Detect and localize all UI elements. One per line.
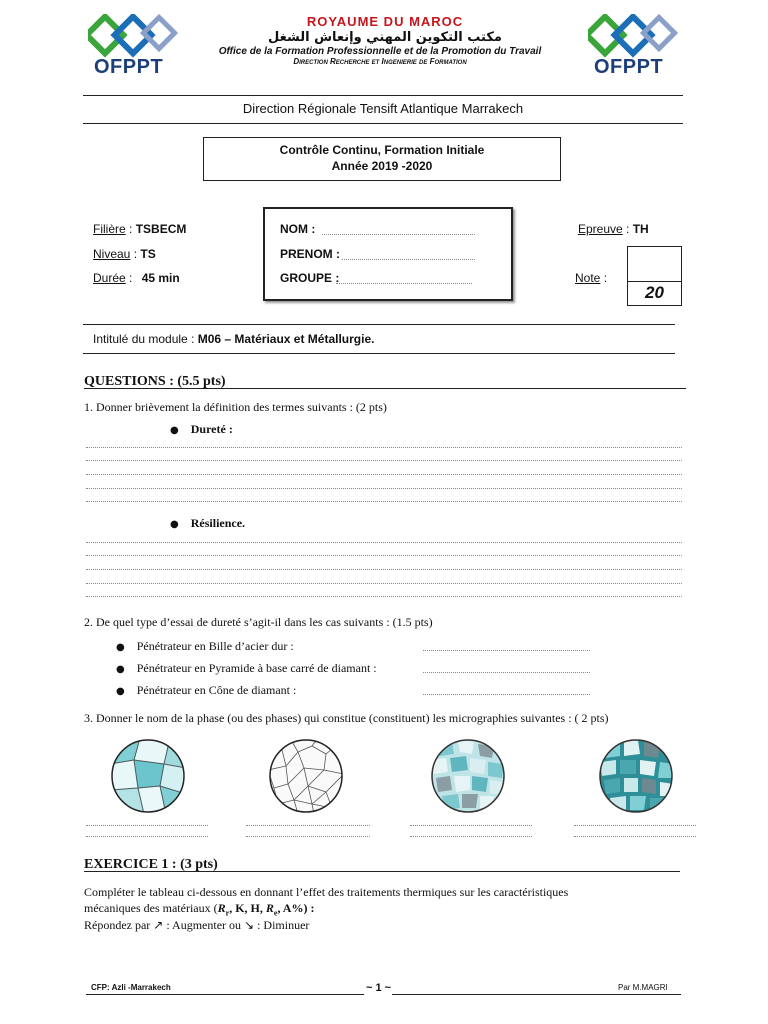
resilience-answer-line-2[interactable] xyxy=(86,555,682,556)
nom-label: NOM : xyxy=(280,222,316,236)
filiere-value: TSBECM xyxy=(135,222,187,236)
micrograph-2 xyxy=(268,738,344,814)
arabic-title: مكتب التكوين المهني وإنعاش الشغل xyxy=(268,30,502,45)
bullet-icon: ● xyxy=(116,664,125,675)
questions-title-rule xyxy=(84,388,686,389)
q2-item-2 xyxy=(116,661,377,676)
niveau-label: Niveau xyxy=(93,247,131,261)
q1-resilience-label: Résilience. xyxy=(190,516,246,530)
symbol-end: , A%) : xyxy=(277,901,315,915)
micrograph-3-answer-a[interactable] xyxy=(410,825,532,826)
resilience-answer-line-3[interactable] xyxy=(86,569,682,570)
resilience-answer-line-4[interactable] xyxy=(86,583,682,584)
symbol-re-sub: e xyxy=(273,908,278,918)
exercice-line-1: Compléter le tableau ci-dessous en donnant l’effet des traitements thermiques sur les caractéristiques xyxy=(84,885,569,899)
exercice-title: EXERCICE 1 : (3 pts) xyxy=(84,857,218,872)
logo-text-left: OFPPT xyxy=(94,56,164,78)
exam-title-line2: Année 2019 -2020 xyxy=(331,159,433,173)
epreuve-row: Epreuve : TH xyxy=(578,222,649,236)
kingdom-title: ROYAUME DU MAROC xyxy=(306,14,464,29)
note-total: 20 xyxy=(645,283,664,302)
bullet-icon: ● xyxy=(116,642,125,653)
niveau-row: Niveau : TS xyxy=(93,247,156,261)
q2-item-2-label: Pénétrateur en Pyramide à base carré de diamant : xyxy=(136,661,377,675)
logo-text-right: OFPPT xyxy=(594,56,664,78)
durete-answer-line-4[interactable] xyxy=(86,488,682,489)
footer-right xyxy=(618,983,668,992)
footer-rule-right xyxy=(392,994,681,995)
header-rule-2 xyxy=(83,123,683,124)
exam-title-box xyxy=(203,137,561,181)
epreuve-label: Epreuve xyxy=(578,222,623,236)
exam-title-line1: Contrôle Continu, Formation Initiale xyxy=(279,143,485,157)
note-label: Note xyxy=(575,271,601,285)
durete-answer-line-3[interactable] xyxy=(86,474,682,475)
exercice-line-3: Répondez par ↗ : Augmenter ou ↘ : Diminuer xyxy=(84,918,310,932)
micrograph-3 xyxy=(430,738,506,814)
micrograph-2-answer-a[interactable] xyxy=(246,825,370,826)
note-divider xyxy=(627,281,682,282)
office-title: Office de la Formation Professionnelle et de la Promotion du Travail xyxy=(218,46,542,57)
symbol-khre: , K, H, xyxy=(229,901,266,915)
q2-item-3-label: Pénétrateur en Cône de diamant : xyxy=(136,683,297,697)
footer-rule-left xyxy=(86,994,364,995)
q1-durete-label: Dureté : xyxy=(190,422,233,436)
symbol-re: R xyxy=(265,901,274,915)
symbol-r-sub: r xyxy=(225,908,230,918)
module-label: Intitulé du module : xyxy=(93,332,195,346)
footer-left: CFP: Azli -Marrakech xyxy=(91,983,171,992)
prenom-label: PRENOM : xyxy=(280,247,340,261)
bullet-icon: ● xyxy=(170,425,179,436)
micrograph-1-answer-a[interactable] xyxy=(86,825,208,826)
header-rule-1 xyxy=(83,95,683,96)
q2-answer-1[interactable] xyxy=(423,650,590,651)
durete-answer-line-1[interactable] xyxy=(86,447,682,448)
q2-item-3 xyxy=(116,683,296,698)
module-rule-top xyxy=(83,324,675,325)
durete-answer-line-2[interactable] xyxy=(86,460,682,461)
groupe-field[interactable] xyxy=(336,283,472,284)
note-row: Note : xyxy=(575,271,608,285)
micrograph-3-answer-b[interactable] xyxy=(410,836,532,837)
micrograph-2-answer-b[interactable] xyxy=(246,836,370,837)
niveau-value: TS xyxy=(140,247,156,261)
module-rule-bottom xyxy=(83,353,675,354)
module-row xyxy=(93,332,374,346)
duree-row: Durée : 45 min xyxy=(93,271,180,285)
resilience-answer-line-5[interactable] xyxy=(86,596,682,597)
micrograph-1-answer-b[interactable] xyxy=(86,836,208,837)
duree-label: Durée xyxy=(93,271,126,285)
bullet-icon: ● xyxy=(170,519,179,530)
page-number: ~ 1 ~ xyxy=(366,982,392,994)
resilience-answer-line-1[interactable] xyxy=(86,542,682,543)
prenom-field[interactable] xyxy=(342,259,475,260)
exercice-title-rule xyxy=(84,871,680,872)
q2-item-1-label: Pénétrateur en Bille d’acier dur : xyxy=(136,639,294,653)
q1-resilience xyxy=(170,516,245,531)
question-1: 1. Donner brièvement la définition des termes suivants : (2 pts) xyxy=(84,400,387,414)
symbol-r: R xyxy=(217,901,226,915)
direction-title: Direction Recherche et Ingenierie de Formation xyxy=(293,57,467,66)
duree-value: 45 min xyxy=(141,271,180,285)
question-3: 3. Donner le nom de la phase (ou des phases) qui constitue (constituent) les micrographies suivantes : ( 2 pts) xyxy=(84,711,609,725)
bullet-icon: ● xyxy=(116,686,125,697)
questions-title: QUESTIONS : (5.5 pts) xyxy=(84,374,226,389)
epreuve-value: TH xyxy=(632,222,649,236)
regional-direction: Direction Régionale Tensift Atlantique Marrakech xyxy=(242,101,524,116)
micrograph-4 xyxy=(598,738,674,814)
footer-author: Par M.MAGRI xyxy=(618,983,668,992)
q2-answer-3[interactable] xyxy=(423,694,590,695)
filiere-row: Filière : TSBECM xyxy=(93,222,187,236)
micrograph-4-answer-a[interactable] xyxy=(574,825,696,826)
q1-durete xyxy=(170,422,233,437)
ofppt-logo-right xyxy=(588,14,678,76)
nom-field[interactable] xyxy=(322,234,475,235)
groupe-label: GROUPE : xyxy=(280,271,340,285)
micrograph-4-answer-b[interactable] xyxy=(574,836,696,837)
q2-answer-2[interactable] xyxy=(423,672,590,673)
q2-item-1 xyxy=(116,639,294,654)
question-2: 2. De quel type d’essai de dureté s’agit-il dans les cas suivants : (1.5 pts) xyxy=(84,615,433,629)
module-value: M06 – Matériaux et Métallurgie. xyxy=(197,332,375,346)
durete-answer-line-5[interactable] xyxy=(86,501,682,502)
exercice-line-2 xyxy=(84,901,314,917)
ofppt-logo-left xyxy=(88,14,178,76)
micrograph-1 xyxy=(110,738,186,814)
filiere-label: Filière xyxy=(93,222,126,236)
exercice-line-2-text: mécaniques des matériaux ( xyxy=(84,901,218,915)
